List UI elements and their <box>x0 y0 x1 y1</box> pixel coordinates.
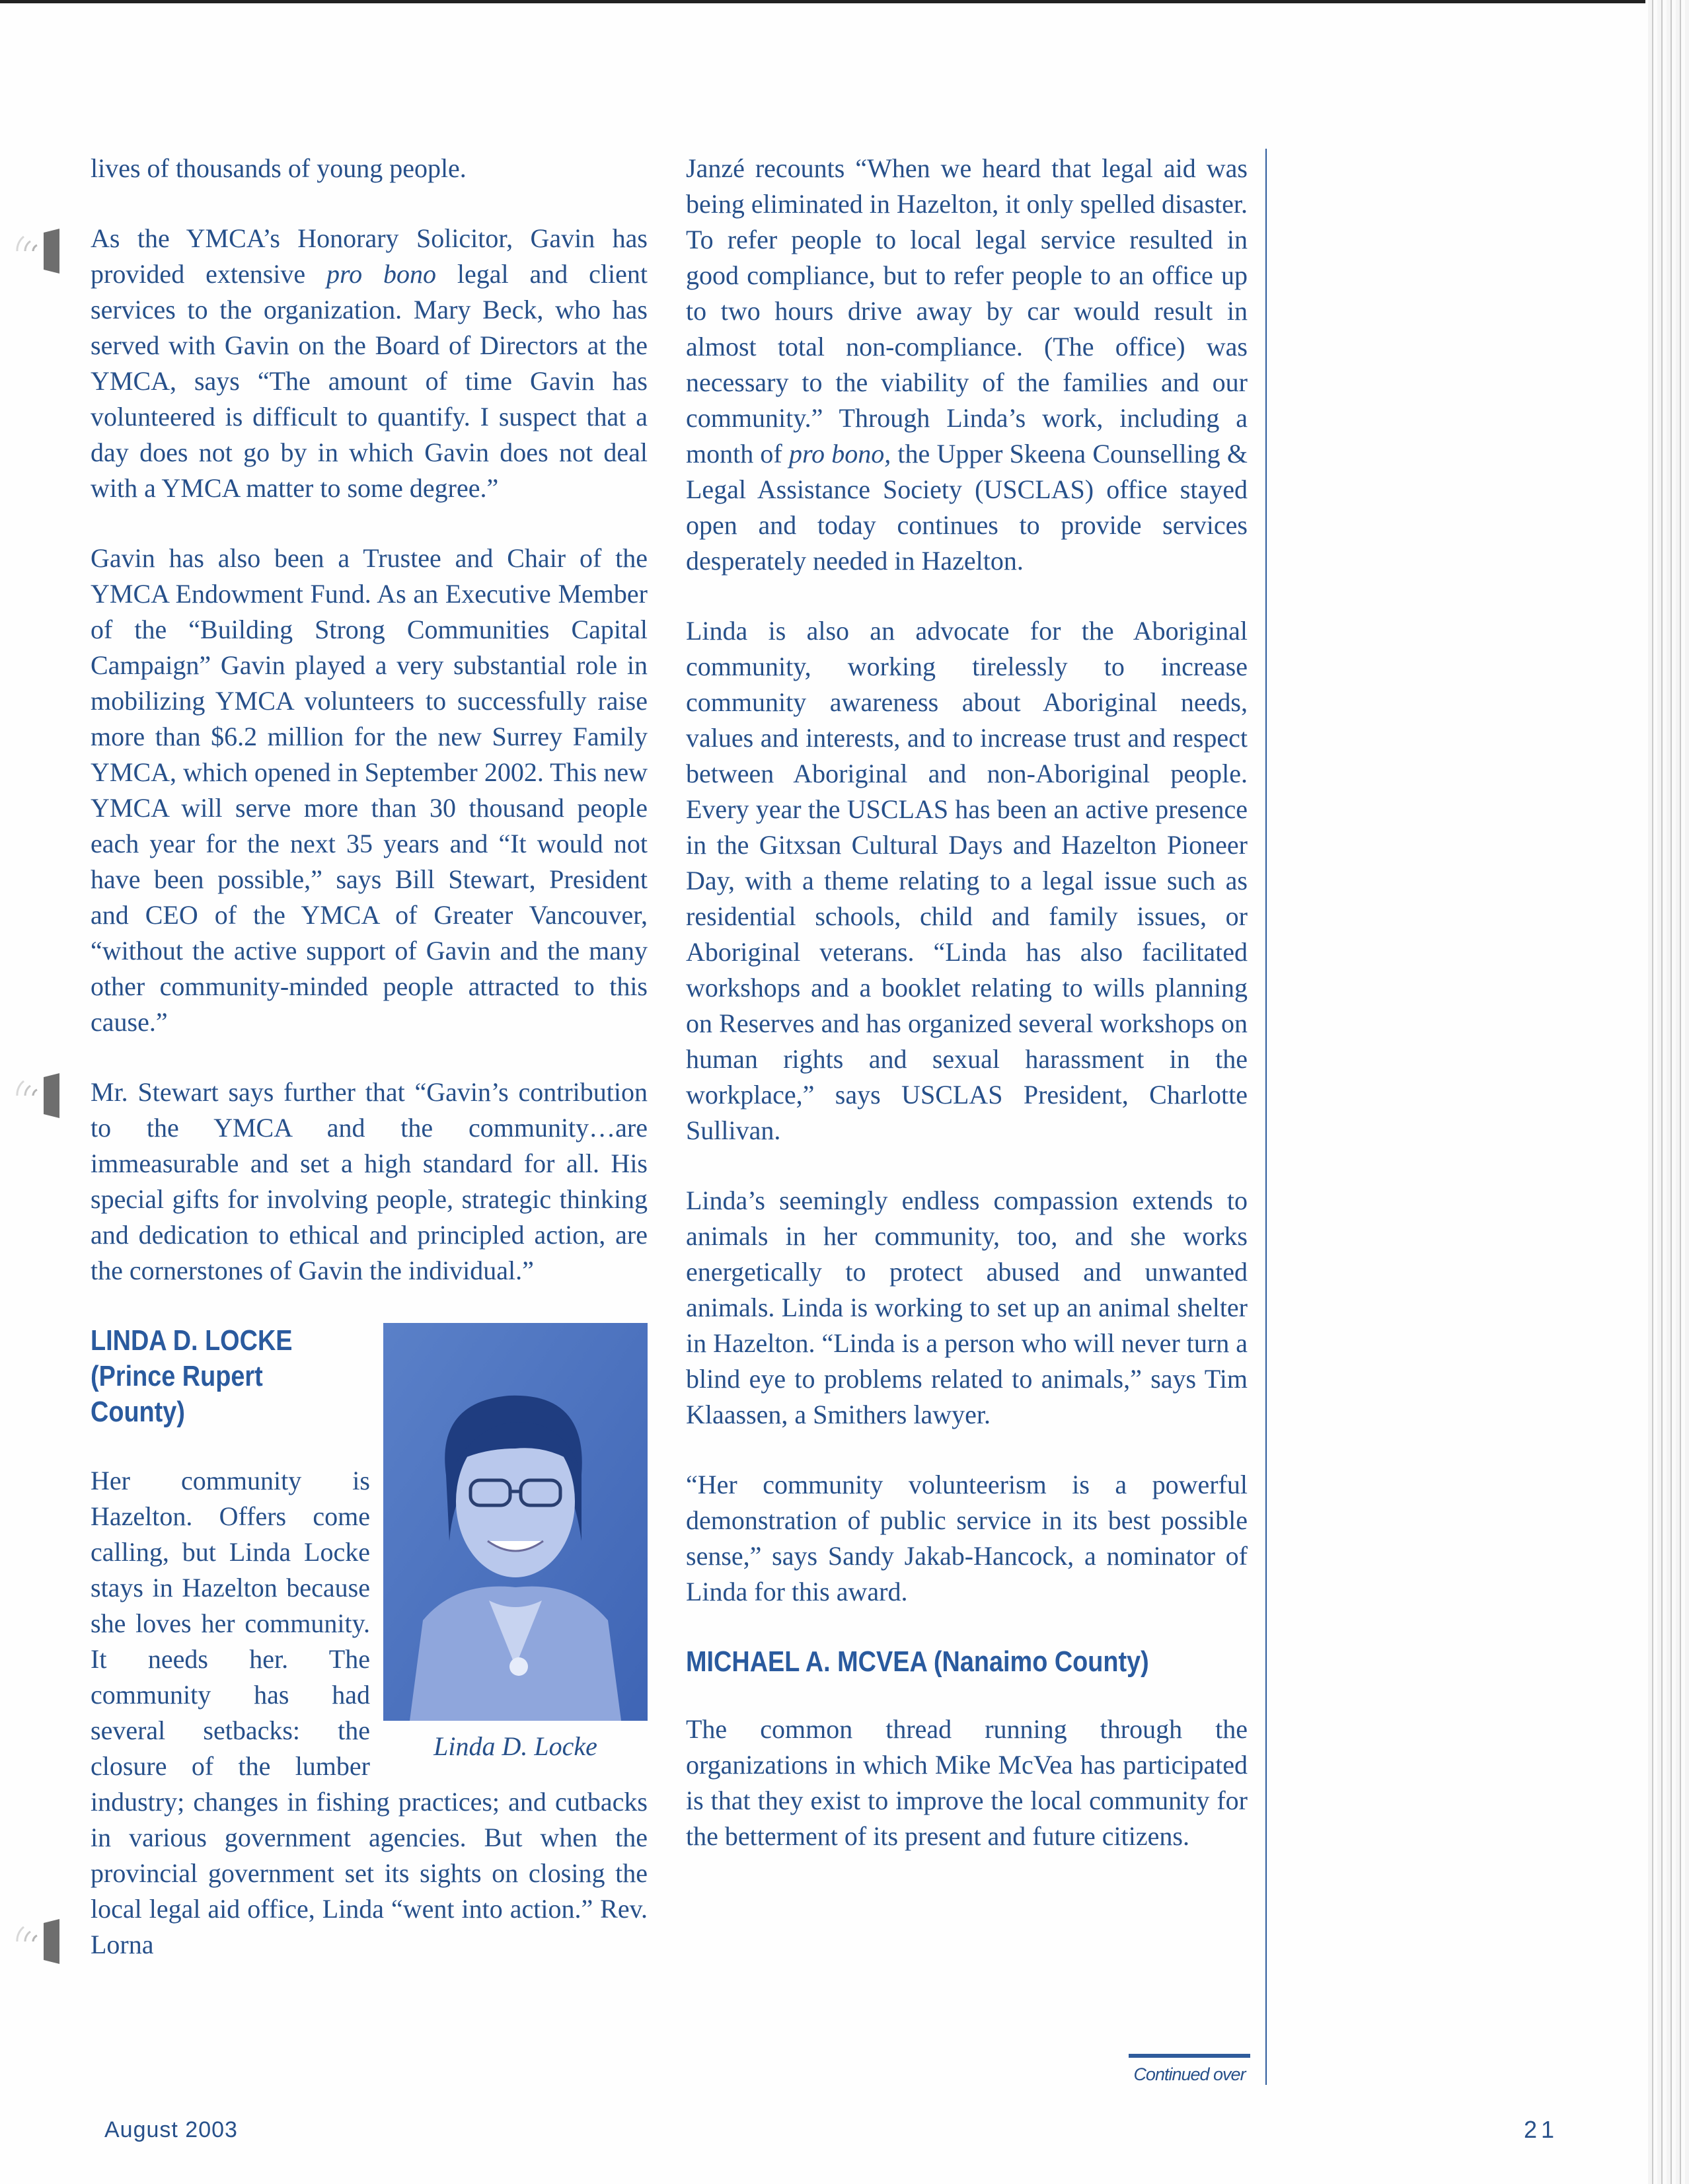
text-run: Janzé recounts “When we heard that legal aid was being eliminated in Hazelton, it only spelled disaster. To refer people to local legal service resulted in good compliance, but to refer people to an office up to two hours drive away by car would result in almost total non-compliance. (The office) was necessary to the viability of the families and our community.” Through Linda’s work, including a month of <box>686 153 1248 469</box>
left-column <box>91 151 648 1997</box>
footer-date: August 2003 <box>104 2117 238 2142</box>
continued-over-label: Continued over <box>1133 2064 1246 2084</box>
text-run: legal and client services to the organization. Mary Beck, who has served with Gavin on the Board of Directors at the YMCA, says “The amount of time Gavin has volunteered is difficult to quantify. I suspect that a day does not go by in which Gavin does not deal with a YMCA matter to some degree.” <box>91 259 648 503</box>
italic-text: pro bono <box>326 259 436 289</box>
paragraph: Gavin has also been a Trustee and Chair of the YMCA Endowment Fund. As an Executive Member of the “Building Strong Communities Capital Campaign” Gavin played a very substantial role in mobilizing YMCA volunteers to successfully raise more than $6.2 million for the new Surrey Family YMCA, which opened in September 2002. This new YMCA will serve more than 30 thousand people each year for the next 35 years and “It would not have been possible,” says Bill Stewart, President and CEO of the YMCA of Greater Vancouver, “without the active support of Gavin and the many other community-minded people attracted to this cause.” <box>91 543 648 1037</box>
page-edge-binding <box>1648 0 1689 2184</box>
speaker-icon <box>4 1915 67 1968</box>
text-run: the Upper Skeena Counselling & Legal Assistance Society (USCLAS) office stayed open and today continues to provide services desperately needed in Hazelton. <box>686 439 1248 576</box>
photo-caption: Linda D. Locke <box>433 1731 597 1761</box>
paragraph <box>91 221 648 506</box>
text-run: As the YMCA’s Honorary Solicitor, Gavin has provided extensive <box>91 223 648 289</box>
right-column <box>686 151 1248 1889</box>
paragraph: The common thread running through the organizations in which Mike McVea has participated is that they exist to improve the local community for the betterment of its present and future citizens. <box>686 1714 1248 1851</box>
paragraph: lives of thousands of young people. <box>91 153 467 183</box>
paragraph <box>686 151 1248 579</box>
paragraph: Linda’s seemingly endless compassion extends to animals in her community, too, and she works energetically to protect abused and unwanted animals. Linda is working to set up an animal shelter in Hazelton. “Linda is a person who will never turn a blind eye to problems related to animals,” says Tim Klaassen, a Smithers lawyer. <box>686 1186 1248 1429</box>
heading-line: (Prince Rupert <box>91 1360 263 1392</box>
heading-line: County) <box>91 1396 185 1428</box>
paragraph: “Her community volunteerism is a powerful demonstration of public service in its best possible sense,” says Sandy Jakab-Hancock, a nominator of Linda for this award. <box>686 1470 1248 1606</box>
speaker-icon <box>4 1069 67 1122</box>
italic-text: pro bono, <box>788 439 891 469</box>
section-heading-michael-mcvea: MICHAEL A. MCVEA (Nanaimo County) <box>686 1645 1149 1678</box>
paragraph: Mr. Stewart says further that “Gavin’s contribution to the YMCA and the community…are immeasurable and set a high standard for all. His special gifts for involving people, strategic thinking and dedication to ethical and principled action, are the cornerstones of Gavin the individual.” <box>91 1077 648 1285</box>
speaker-icon <box>4 225 67 278</box>
page-number: 21 <box>1524 2116 1559 2143</box>
column-divider <box>1265 149 1267 2085</box>
top-rule <box>0 0 1645 3</box>
continued-rule <box>1129 2054 1250 2058</box>
paragraph: Linda is also an advocate for the Aboriginal community, working tirelessly to increase community awareness about Aboriginal needs, values and interests, and to increase trust and respect between Aboriginal and non-Aboriginal people. Every year the USCLAS has been an active presence in the Gitxsan Cultural Days and Hazelton Pioneer Day, with a theme relating to a legal issue such as residential schools, child and family issues, or Aboriginal veterans. “Linda has also facilitated workshops and a booklet relating to wills planning on Reserves and has organized several workshops on human rights and sexual harassment in the workplace,” says USCLAS President, Charlotte Sullivan. <box>686 616 1248 1145</box>
section-heading-linda-locke <box>91 1323 570 1430</box>
paragraph: Her community is Hazelton. Offers come calling, but Linda Locke stays in Hazelton because she loves her community. It needs her. The community has had several setbacks: the closure of the lumber industry; changes in fishing practices; and cutbacks in various government agencies. But when the provincial government set its sights on closing the local legal aid office, Linda “went into action.” Rev. Lorna <box>91 1466 648 1959</box>
heading-line: LINDA D. LOCKE <box>91 1324 293 1357</box>
